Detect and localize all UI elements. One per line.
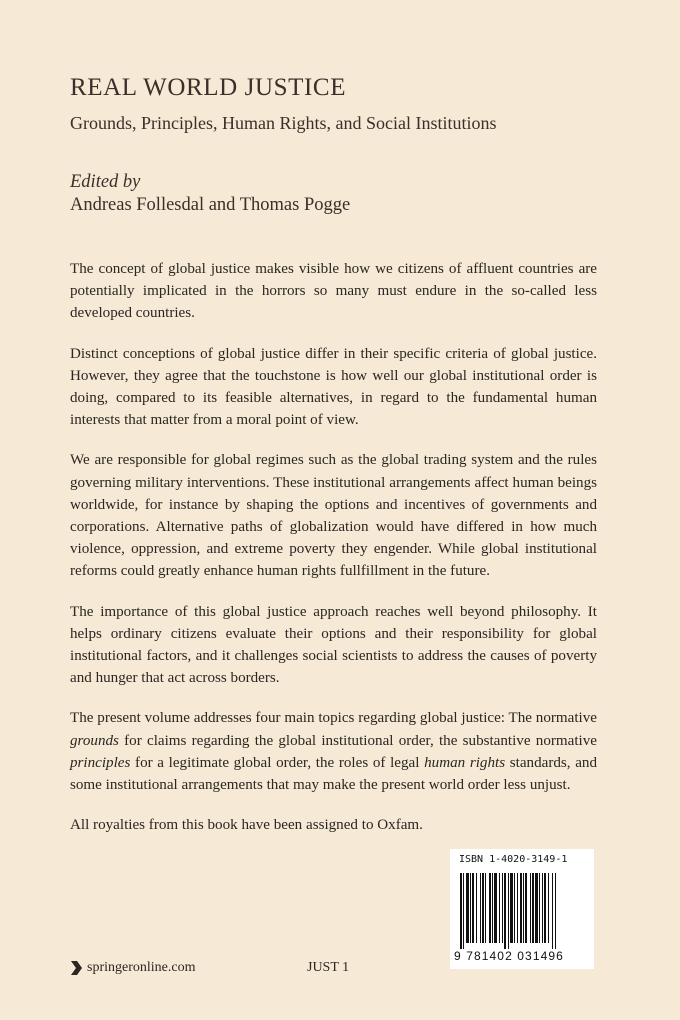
- book-title: REAL WORLD JUSTICE: [70, 74, 347, 101]
- p5-text-2: for claims regarding the global institutional order, the substantive normative: [118, 732, 597, 749]
- barcode-bar: [494, 873, 497, 943]
- barcode-bar: [542, 873, 543, 943]
- blurb-paragraph-2: Distinct conceptions of global justice differ in their specific criteria of global justice. However, they agree that the touchstone is how well our global institutional order is doing, compared to its feasible alternatives, in regard to the fundamental human interests that matter from a moral point of view.: [70, 345, 597, 429]
- barcode-bar: [532, 873, 534, 943]
- blurb-text: [70, 258, 597, 836]
- barcode-bar: [482, 873, 484, 943]
- barcode-digits: 9 781402 031496: [454, 949, 564, 963]
- barcode-bar: [476, 873, 477, 943]
- barcode-bar: [555, 873, 556, 949]
- edited-by-label: Edited by: [70, 172, 141, 192]
- barcode-bar: [492, 873, 493, 943]
- barcode-bar: [508, 873, 509, 949]
- book-code: JUST 1: [307, 960, 350, 975]
- p5-text-3: for a legitimate global order, the roles of legal: [130, 754, 425, 771]
- barcode-bar: [470, 873, 471, 943]
- emphasis-human-rights: human rights: [424, 754, 506, 771]
- blurb-paragraph-6: All royalties from this book have been assigned to Oxfam.: [70, 817, 423, 834]
- barcode-bar: [472, 873, 474, 943]
- barcode-bar: [460, 873, 462, 949]
- blurb-paragraph-4: The importance of this global justice approach reaches well beyond philosophy. It helps ordinary citizens evaluate their options and their responsibility for global institutional factors, and it challenges social scientists to address the causes of poverty and hunger that act across borders.: [70, 603, 597, 687]
- barcode-bar: [544, 873, 546, 943]
- p5-text-4: standards, and some institutional arrangements that may make the present world order less unjust.: [70, 754, 597, 794]
- barcode-bar: [548, 873, 549, 943]
- barcode-bar: [510, 873, 513, 943]
- website-text: springeronline.com: [87, 960, 196, 975]
- blurb-paragraph-5: [70, 707, 597, 796]
- barcode-bar: [530, 873, 531, 943]
- editors-names: Andreas Follesdal and Thomas Pogge: [70, 195, 351, 215]
- barcode-bar: [499, 873, 500, 943]
- book-subtitle: Grounds, Principles, Human Rights, and Social Institutions: [70, 113, 497, 133]
- barcode-bar: [523, 873, 524, 943]
- barcode-bar: [535, 873, 538, 943]
- barcode-bar: [466, 873, 469, 943]
- barcode-bar: [485, 873, 486, 943]
- blurb-paragraph-1: The concept of global justice makes visible how we citizens of affluent countries are potentially implicated in the horrors so many must endure in the so-called less developed countries.: [70, 261, 597, 322]
- emphasis-principles: principles: [70, 754, 131, 771]
- barcode-bar: [463, 873, 464, 949]
- barcode-bar: [504, 873, 506, 949]
- barcode-bar: [480, 873, 481, 943]
- barcode-bar: [502, 873, 503, 943]
- isbn-label: ISBN 1-4020-3149-1: [459, 854, 568, 865]
- barcode-bar: [552, 873, 553, 949]
- isbn-barcode: [450, 849, 594, 969]
- blurb-paragraph-3: We are responsible for global regimes such as the global trading system and the rules governing military interventions. These institutional arrangements affect human beings worldwide, for instance by shaping the options and incentives of governments and corporations. Alternative paths of globalization would have differed in how much violence, oppression, and extreme poverty they engender. While global institutional reforms could greatly enhance human rights fullfillment in the future.: [70, 452, 597, 580]
- barcode-bars: [458, 873, 586, 949]
- barcode-bar: [489, 873, 491, 943]
- barcode-bar: [525, 873, 527, 943]
- p5-text-1: The present volume addresses four main topics regarding global justice: The normative: [70, 710, 597, 727]
- emphasis-grounds: grounds: [70, 732, 119, 749]
- barcode-bar: [517, 873, 518, 943]
- barcode-bar: [520, 873, 522, 943]
- barcode-bar: [539, 873, 540, 943]
- chevron-right-icon: [70, 960, 82, 976]
- barcode-bar: [514, 873, 515, 943]
- publisher-website-link[interactable]: [70, 960, 195, 976]
